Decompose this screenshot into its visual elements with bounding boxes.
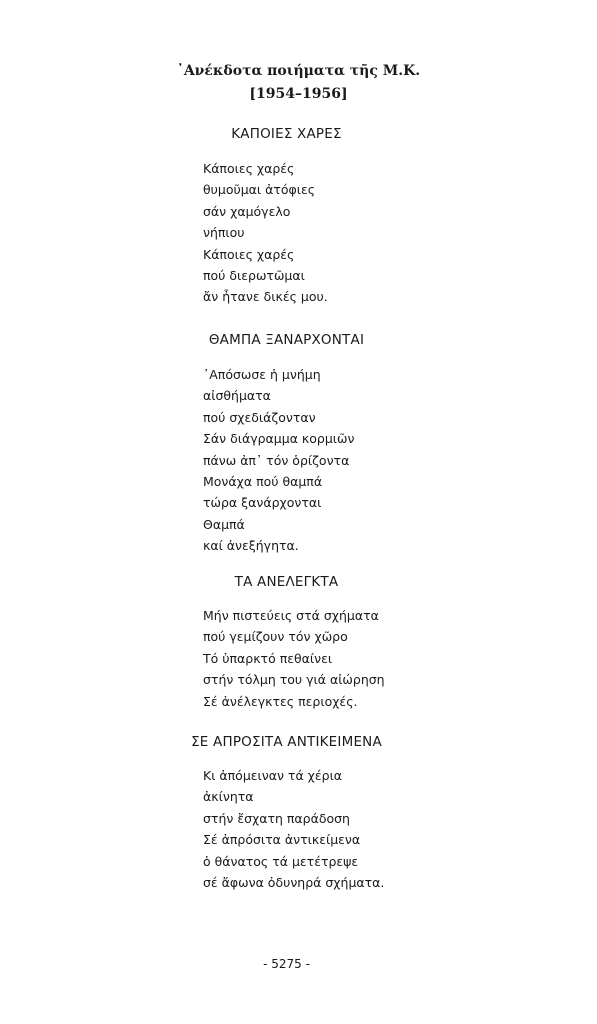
poem-lines (203, 765, 384, 893)
poem-line: αἰσθήματα (203, 388, 271, 404)
poem-line: Μήν πιστεύεις στά σχήματα (203, 608, 379, 623)
page-years: [1954–1956] (249, 86, 348, 102)
poem-line: ᾿Απόσωσε ἡ μνήμη (203, 367, 321, 382)
poem-line: πού σχεδιάζονταν (203, 409, 316, 425)
poem-line: Σάν διάγραμμα κορμιῶν (203, 431, 355, 447)
poem-line: Κάποιες χαρές (203, 161, 295, 176)
poem-line: πάνω ἀπ᾿ τόν ὁρίζοντα (203, 452, 350, 468)
poem-line: Μονάχα πού θαμπά (203, 473, 323, 489)
poem-line: πού γεμίζουν τόν χῶρο (203, 629, 348, 645)
poem-lines (203, 158, 328, 308)
poem-line: νήπιου (203, 225, 245, 241)
poem-heading: ΣΕ ΑΠΡΟΣΙΤΑ ΑΝΤΙΚΕΙΜΕΝΑ (191, 734, 382, 750)
poem-lines (203, 364, 354, 557)
page-title: ᾿Ανέκδοτα ποιήματα τῆς Μ.Κ. (176, 63, 421, 79)
poem-line: τώρα ξανάρχονται (203, 495, 322, 511)
poem-line: ἄν ἦτανε δικές μου. (203, 289, 328, 305)
poem-line: Τό ὑπαρκτό πεθαίνει (203, 650, 333, 666)
poem-line: ὁ θάνατος τά μετέτρεψε (203, 853, 359, 869)
poem-heading: ΤΑ ΑΝΕΛΕΓΚΤΑ (234, 574, 339, 590)
poem-line: σέ ἄφωνα ὀδυνηρά σχήματα. (203, 874, 385, 890)
poem-line: Σέ ἀπρόσιτα ἀντικείμενα (203, 832, 361, 848)
poem-line: Θαμπά (203, 516, 245, 532)
poem-heading: ΚΑΠΟΙΕΣ ΧΑΡΕΣ (231, 126, 342, 142)
page-number: - 5275 - (263, 957, 310, 971)
poem-line: θυμοῦμαι ἀτόφιες (203, 182, 316, 198)
poem-line: στήν ἔσχατη παράδοση (203, 810, 350, 826)
poem-line: Κάποιες χαρές (203, 246, 295, 262)
poem-line: Κι ἀπόμειναν τά χέρια (203, 768, 343, 783)
poem-line: ἀκίνητα (203, 789, 254, 805)
poem-line: Σέ ἀνέλεγκτες περιοχές. (203, 693, 358, 709)
poem-line: πού διερωτῶμαι (203, 267, 305, 283)
poem-heading: ΘΑΜΠΑ ΞΑΝΑΡΧΟΝΤΑΙ (208, 332, 365, 348)
poem-line: καί ἀνεξήγητα. (203, 538, 299, 554)
poem-line: σάν χαμόγελο (203, 203, 291, 219)
poem-line: στήν τόλμη του γιά αἰώρηση (203, 672, 385, 688)
poem-lines (203, 605, 385, 712)
